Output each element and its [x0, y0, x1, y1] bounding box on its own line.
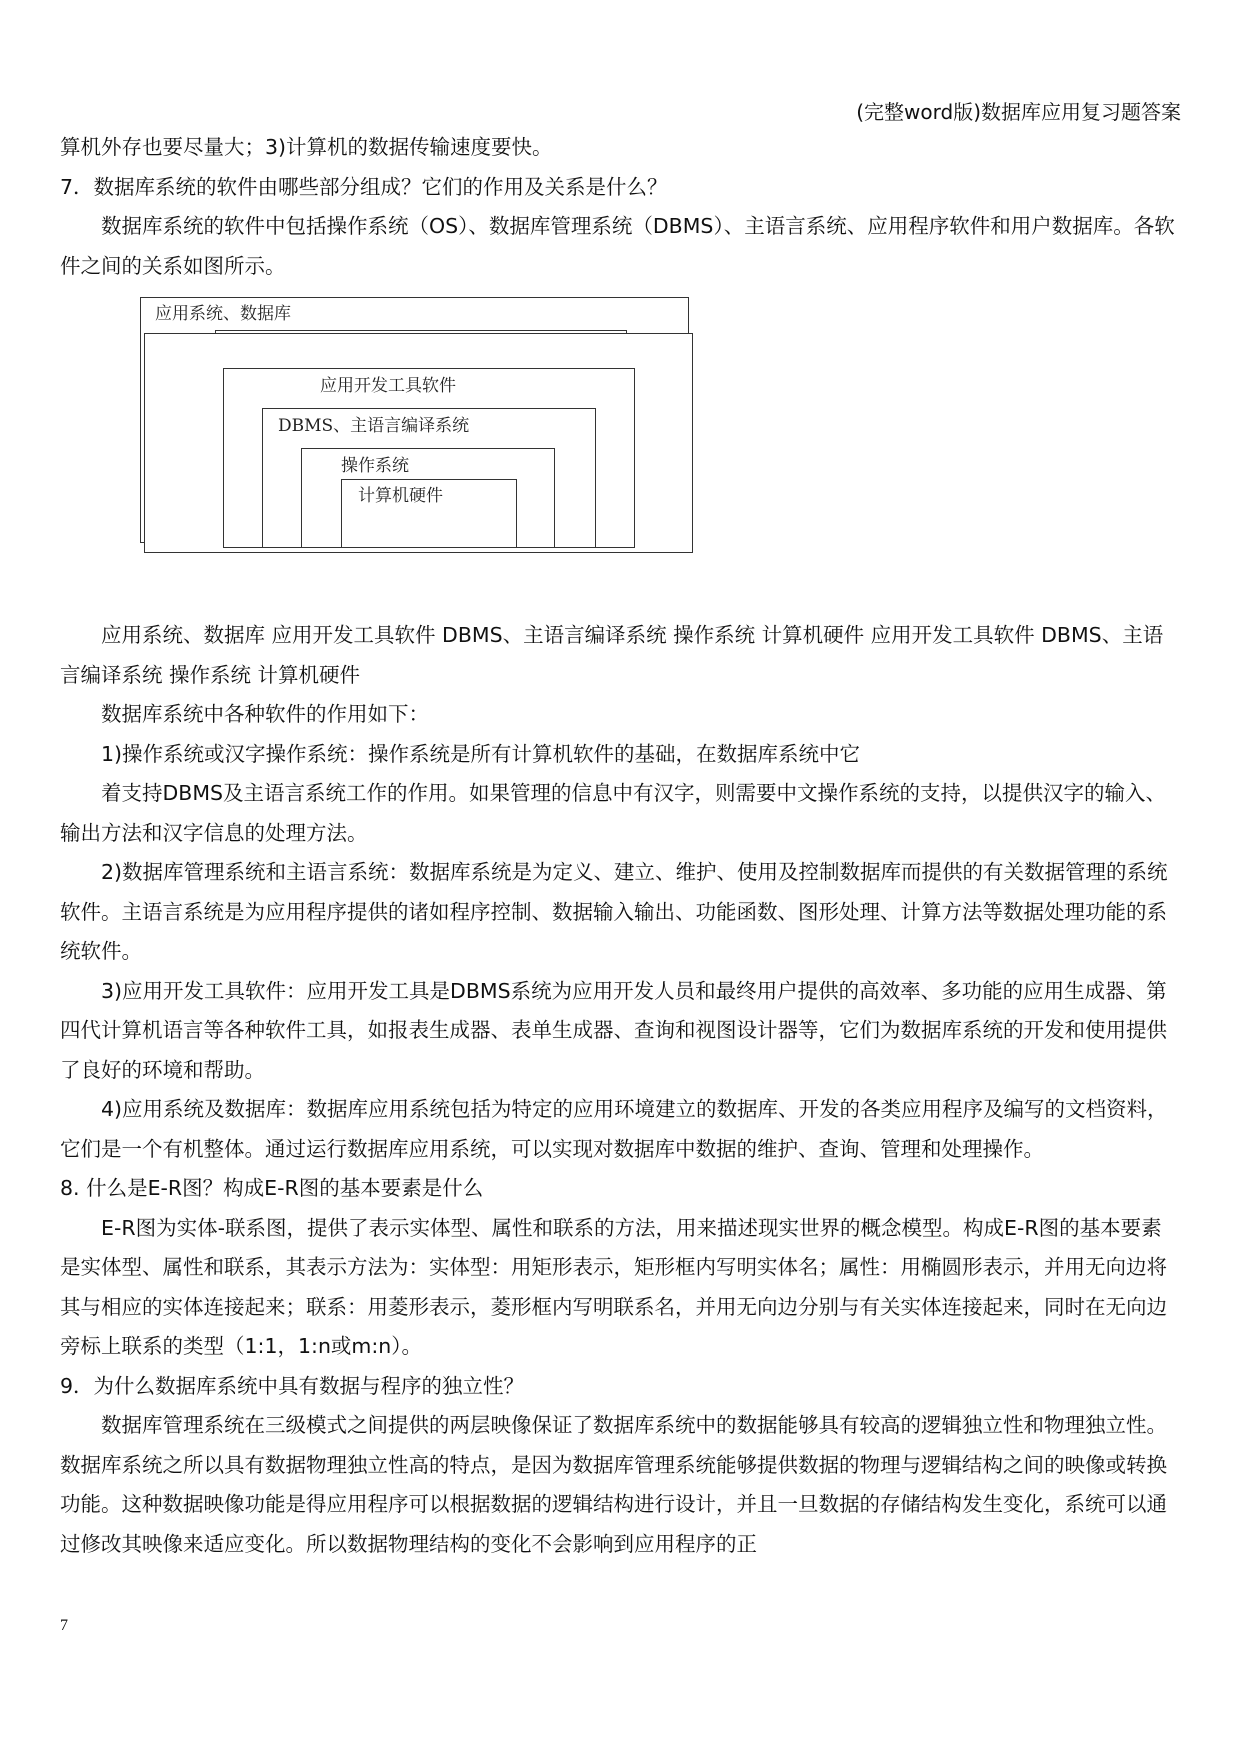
question-heading: 8. 什么是E-R图？构成E-R图的基本要素是什么 — [60, 1176, 484, 1200]
question-heading: 9．为什么数据库系统中具有数据与程序的独立性？ — [60, 1373, 525, 1398]
diagram-label-application-system: 应用系统、数据库 — [155, 304, 291, 324]
document-body — [60, 128, 1182, 1564]
diagram-label-dbms: DBMS、主语言编译系统 — [278, 416, 470, 436]
diagram-label-os: 操作系统 — [341, 456, 409, 476]
diagram-label-hardware: 计算机硬件 — [358, 486, 443, 506]
software-layer-diagram — [60, 286, 1182, 616]
paragraph: 4)应用系统及数据库：数据库应用系统包括为特定的应用环境建立的数据库、开发的各类应用程序及编写的文档资料，它们是一个有机整体。通过运行数据库应用系统，可以实现对数据库中数据的维护、查询、管理和处理操作。 — [60, 1097, 1168, 1161]
question-heading: 7．数据库系统的软件由哪些部分组成？它们的作用及关系是什么？ — [60, 174, 668, 199]
paragraph: 3)应用开发工具软件：应用开发工具是DBMS系统为应用开发人员和最终用户提供的高效率、多功能的应用生成器、第四代计算机语言等各种软件工具，如报表生成器、表单生成器、查询和视图设计器等，它们为数据库系统的开发和使用提供了良好的环境和帮助。 — [60, 978, 1167, 1082]
paragraph: 应用系统、数据库 应用开发工具软件 DBMS、主语言编译系统 操作系统 计算机硬件 应用开发工具软件 DBMS、主语言编译系统 操作系统 计算机硬件 — [60, 623, 1164, 687]
paragraph: 数据库系统的软件中包括操作系统（OS）、数据库管理系统（DBMS）、主语言系统、应用程序软件和用户数据库。各软件之间的关系如图所示。 — [60, 214, 1175, 278]
paragraph: 2)数据库管理系统和主语言系统：数据库系统是为定义、建立、维护、使用及控制数据库而提供的有关数据管理的系统软件。主语言系统是为应用程序提供的诸如程序控制、数据输入输出、功能函数、图形处理、计算方法等数据处理功能的系统软件。 — [60, 860, 1168, 963]
paragraph: 着支持DBMS及主语言系统工作的作用。如果管理的信息中有汉字，则需要中文操作系统的支持，以提供汉字的输入、输出方法和汉字信息的处理方法。 — [60, 781, 1167, 845]
paragraph: 数据库管理系统在三级模式之间提供的两层映像保证了数据库系统中的数据能够具有较高的逻辑独立性和物理独立性。数据库系统之所以具有数据物理独立性高的特点，是因为数据库管理系统能够提供数据的物理与逻辑结构之间的映像或转换功能。这种数据映像功能是得应用程序可以根据数据的逻辑结构进行设计，并且一旦数据的存储结构发生变化，系统可以通过修改其映像来适应变化。所以数据物理结构的变化不会影响到应用程序的正 — [60, 1413, 1167, 1556]
paragraph: 算机外存也要尽量大；3)计算机的数据传输速度要快。 — [60, 135, 553, 159]
paragraph: 1)操作系统或汉字操作系统：操作系统是所有计算机软件的基础，在数据库系统中它 — [101, 741, 861, 766]
page-number: 7 — [60, 1617, 68, 1634]
diagram-label-app-tools: 应用开发工具软件 — [320, 376, 456, 396]
paragraph: 数据库系统中各种软件的作用如下： — [101, 702, 429, 726]
document-header-title: (完整word版)数据库应用复习题答案 — [856, 100, 1181, 124]
paragraph: E-R图为实体-联系图，提供了表示实体型、属性和联系的方法，用来描述现实世界的概念模型。构成E-R图的基本要素是实体型、属性和联系，其表示方法为：实体型：用矩形表示，矩形框内写明实体名；属性：用椭圆形表示，并用无向边将其与相应的实体连接起来；联系：用菱形表示，菱形框内写明联系名，并用无向边分别与有关实体连接起来，同时在无向边旁标上联系的类型（1:1，1:n或m:n）。 — [60, 1215, 1167, 1358]
